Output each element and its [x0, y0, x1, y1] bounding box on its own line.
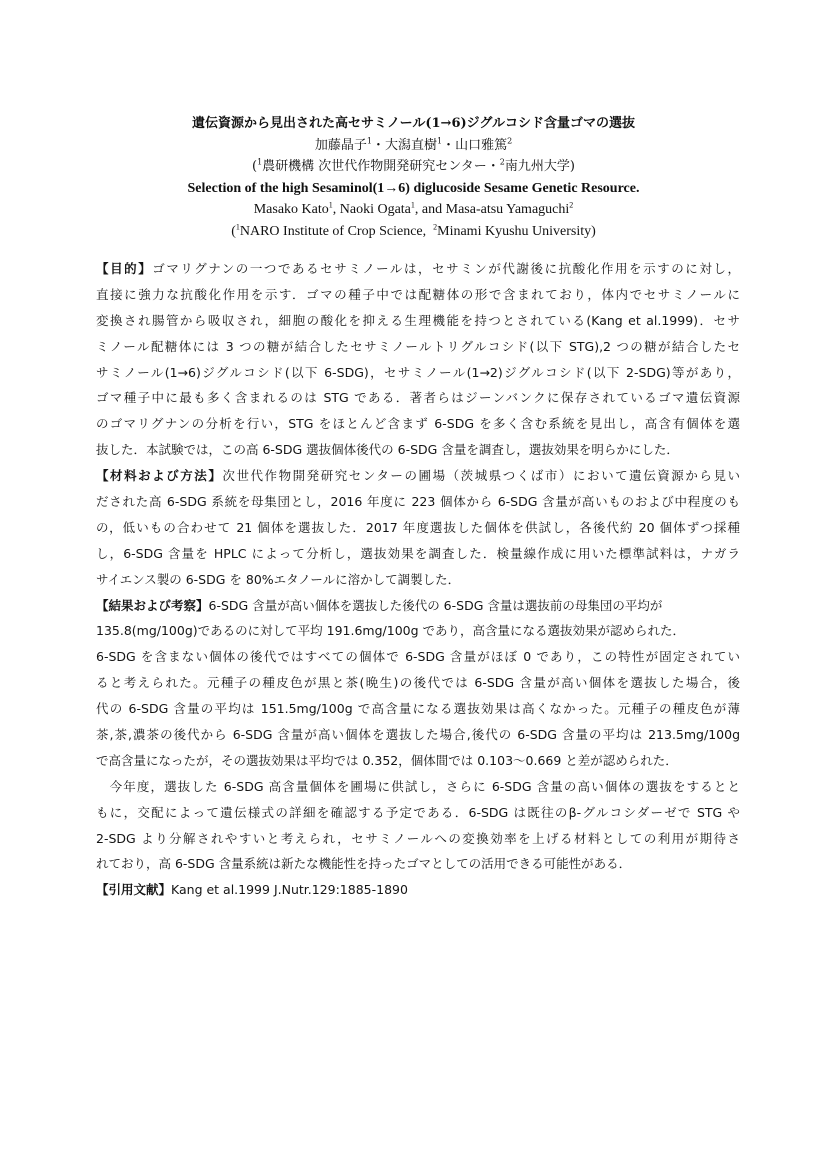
methods-line: し，6-SDG 含量を HPLC によって分析し，選抜効果を調査した．検量線作成に用いた標準試料は，ナガラ: [96, 545, 740, 561]
results-line: 6-SDG を含まない個体の後代ではすべての個体で 6-SDG 含量がほぼ 0 であり，この特性が固定されてい: [96, 649, 740, 665]
results-line: 135.8(mg/100g)であるのに対して平均 191.6mg/100g であり，高含量になる選抜効果が認められた．: [96, 623, 686, 639]
affiliation-paren: ): [569, 159, 575, 174]
affiliation-mark: 2: [499, 157, 505, 167]
references-heading: 【引用文献】: [96, 882, 172, 898]
affiliation-org: NARO Institute of Crop Science,: [239, 223, 434, 239]
reference-text: Kang et al.1999 J.Nutr.129:1885-1890: [171, 882, 408, 898]
methods-line: [96, 463, 740, 489]
affiliation-mark: 1: [328, 200, 333, 210]
purpose-line: 直接に強力な抗酸化作用を示す．ゴマの種子中では配糖体の形で含まれており，体内でセサミノールに: [96, 286, 740, 302]
affiliation-paren: (: [252, 159, 258, 174]
authors-english: [0, 199, 827, 221]
results-line: れており，高 6-SDG 含量系統は新たな機能性を持ったゴマとしての活用できる可能性がある．: [96, 856, 632, 872]
title-english: Selection of the high Sesaminol(1→6) diglucoside Sesame Genetic Resource.: [187, 180, 640, 196]
results-line: もに，交配によって遺伝様式の詳細を確認する予定である．6-SDG は既往のβ-グルコシダーゼで STG や: [96, 804, 740, 820]
methods-line: だされた高 6-SDG 系統を母集団とし，2016 年度に 223 個体から 6-SDG 含量が高いものおよび中程度のも: [96, 494, 740, 510]
author-name: 大潟直樹: [384, 137, 437, 153]
purpose-line: のゴマリグナンの分析を行い，STG をほとんど含まず 6-SDG を多く含む系統を見出し，高含有個体を選: [96, 416, 740, 432]
references-line: [96, 877, 740, 903]
purpose-line: サミノール(1→6)ジグルコシド(以下 6-SDG)，セサミノール(1→2)ジグルコシド(以下 2-SDG)等があり，: [96, 364, 740, 380]
affiliation-mark: 1: [235, 221, 240, 231]
affiliation-mark: 2: [569, 200, 574, 210]
methods-line: サイエンス製の 6-SDG を 80%エタノールに溶かして調製した．: [96, 571, 461, 587]
affiliation-mark: 1: [410, 200, 415, 210]
purpose-line: 抜した．本試験では，この高 6-SDG 選抜個体後代の 6-SDG 含量を調査し，選抜効果を明らかにした．: [96, 442, 679, 458]
title-japanese: 遺伝資源から見出された高セサミノール(1→6)ジグルコシド含量ゴマの選抜: [192, 116, 635, 131]
affiliation-mark: 2: [507, 136, 513, 146]
affiliation-mark: 2: [433, 221, 438, 231]
results-line: ると考えられた。元種子の種皮色が黒と茶(晩生)の後代では 6-SDG 含量が高い個体を選抜した場合，後: [96, 675, 740, 691]
affiliation-paren: (: [231, 223, 236, 239]
author-name: , Naoki Ogata: [332, 202, 411, 217]
affiliation-japanese: [0, 156, 827, 178]
results-line: [96, 593, 740, 619]
author-name: 山口雅篤: [455, 137, 508, 153]
purpose-heading: 【目的】: [96, 261, 153, 276]
line-text: 次世代作物開発研究センターの圃場（茨城県つくば市）において遺伝資源から見い: [222, 468, 740, 484]
affiliation-mark: 1: [436, 136, 443, 146]
purpose-line: 変換され腸管から吸収され，細胞の酸化を抑える生理機能を持つとされている(Kang et al.1999)．セサ: [96, 312, 740, 328]
affiliation-org: 農研機構 次世代作物開発研究センター・: [262, 159, 500, 174]
purpose-line: ミノール配糖体には 3 つの糖が結合したセサミノールトリグルコシド(以下 STG),2 つの糖が結合したセ: [96, 338, 740, 354]
results-line: で高含量になったが，その選抜効果は平均では 0.352，個体間では 0.103～0.669 と差が認められた．: [96, 752, 678, 768]
author-name: 加藤晶子: [314, 137, 367, 153]
line-text: ゴマリグナンの一つであるセサミノールは，セサミンが代謝後に抗酸化作用を示すのに対し，: [152, 261, 740, 276]
purpose-line: ゴマ種子中に最も多く含まれるのは STG である．著者らはジーンバンクに保存されているゴマ遺伝資源: [96, 390, 740, 406]
methods-heading: 【材料および方法】: [96, 468, 223, 484]
purpose-line: [96, 256, 740, 282]
paper-header: [0, 113, 827, 242]
results-line: 今年度，選抜した 6-SDG 高含量個体を圃場に供試し，さらに 6-SDG 含量の高い個体の選抜をするとと: [96, 778, 740, 794]
results-line: 2-SDG より分解されやすいと考えられ，セサミノールへの変換効率を上げる材料としての利用が期待さ: [96, 830, 740, 846]
line-text: 6-SDG 含量が高い個体を選抜した後代の 6-SDG 含量は選抜前の母集団の平均が: [208, 597, 663, 613]
author-name: , and Masa-atsu Yamaguchi: [414, 202, 570, 217]
results-line: 代の 6-SDG 含量の平均は 151.5mg/100g で高含量になる選抜効果は高くなかった。元種子の種皮色が薄: [96, 701, 740, 717]
affiliation-english: [0, 221, 827, 243]
methods-line: の，低いもの合わせて 21 個体を選抜した．2017 年度選抜した個体を供試し，各後代約 20 個体ずつ採種: [96, 519, 740, 535]
author-name: Masako Kato: [253, 202, 329, 217]
results-heading: 【結果および考察】: [96, 597, 209, 613]
authors-japanese: 加藤晶子$^1$・大潟直樹$^1$・山口雅篤$^2$: [314, 136, 513, 153]
affiliation-org: Minami Kyushu University): [437, 223, 596, 239]
affiliation-org: 南九州大学: [504, 159, 570, 174]
affiliation-mark: 1: [257, 157, 263, 167]
results-line: 茶,茶,濃茶の後代から 6-SDG 含量が高い個体を選抜した場合,後代の 6-SDG 含量の平均は 213.5mg/100g: [96, 727, 740, 743]
affiliation-mark: 1: [366, 136, 372, 146]
paper-body: [96, 256, 740, 903]
